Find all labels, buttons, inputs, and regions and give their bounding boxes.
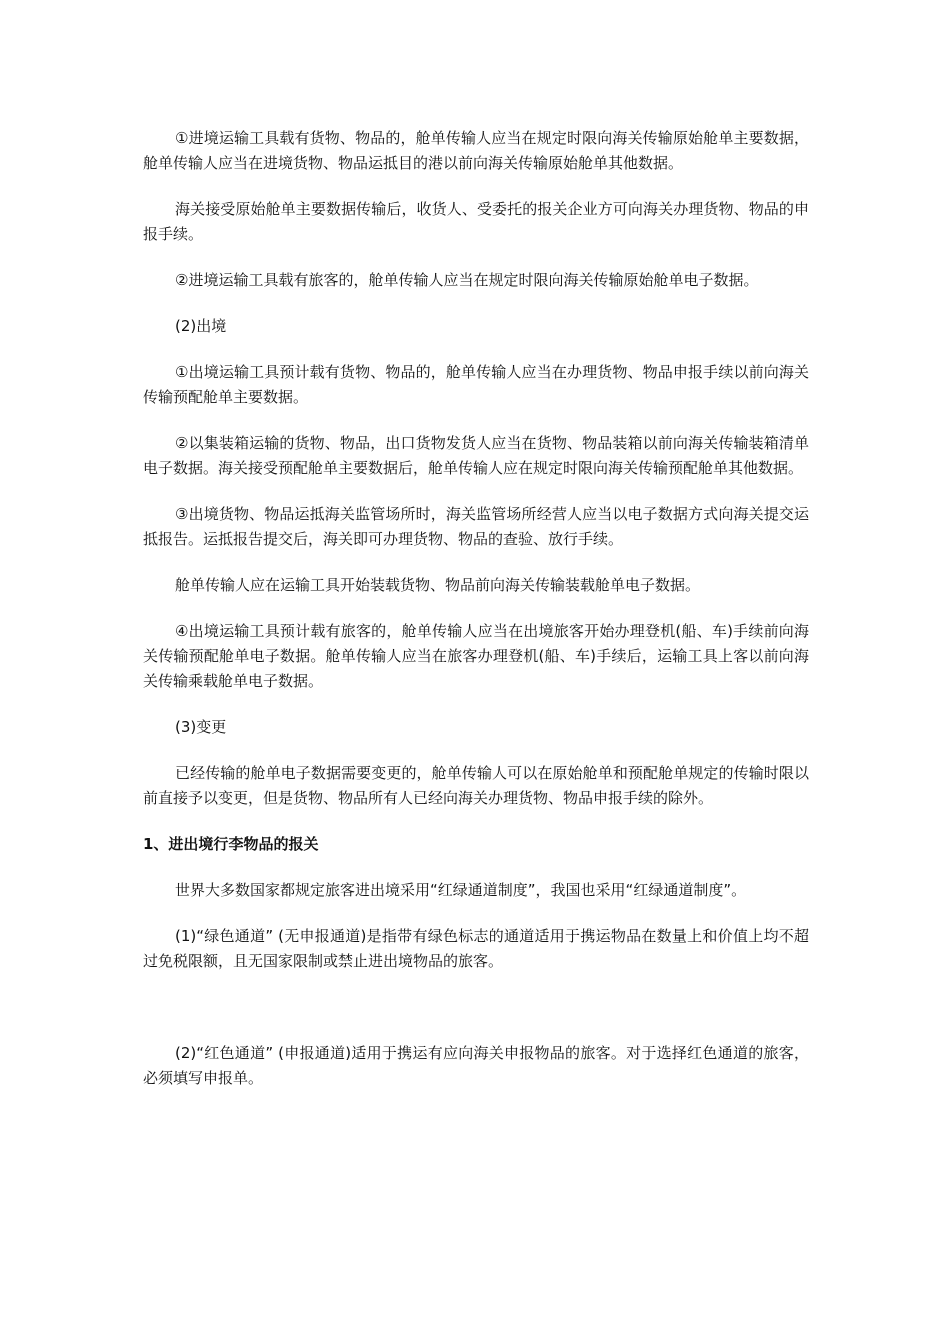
blank-spacing <box>143 995 809 1041</box>
paragraph-container-cargo: ②以集装箱运输的货物、物品，出口货物发货人应当在货物、物品装箱以前向海关传输装箱清单电子数据。海关接受预配舱单主要数据后，舱单传输人应在规定时限向海关传输预配舱单其他数据。 <box>143 434 809 477</box>
section-heading: 1、进出境行李物品的报关 <box>143 835 319 853</box>
subheading-change: (3)变更 <box>175 718 227 736</box>
paragraph-red-channel: (2)“红色通道” (申报通道)适用于携运有应向海关申报物品的旅客。对于选择红色通道的旅客，必须填写申报单。 <box>143 1044 809 1087</box>
paragraph-manifest-change: 已经传输的舱单电子数据需要变更的，舱单传输人可以在原始舱单和预配舱单规定的传输时限以前直接予以变更，但是货物、物品所有人已经向海关办理货物、物品申报手续的除外。 <box>143 764 809 807</box>
paragraph-arrival-report: ③出境货物、物品运抵海关监管场所时，海关监管场所经营人应当以电子数据方式向海关提交运抵报告。运抵报告提交后，海关即可办理货物、物品的查验、放行手续。 <box>143 505 809 548</box>
subheading-outbound: (2)出境 <box>175 317 227 335</box>
paragraph-red-green-channel: 世界大多数国家都规定旅客进出境采用“红绿通道制度”，我国也采用“红绿通道制度”。 <box>175 881 747 899</box>
paragraph-customs-acceptance: 海关接受原始舱单主要数据传输后，收货人、受委托的报关企业方可向海关办理货物、物品的申报手续。 <box>143 200 809 243</box>
paragraph-loading-manifest: 舱单传输人应在运输工具开始装载货物、物品前向海关传输装载舱单电子数据。 <box>175 576 701 594</box>
paragraph-inbound-passengers: ②进境运输工具载有旅客的，舱单传输人应当在规定时限向海关传输原始舱单电子数据。 <box>175 271 759 289</box>
paragraph-inbound-cargo: ①进境运输工具载有货物、物品的，舱单传输人应当在规定时限向海关传输原始舱单主要数据，舱单传输人应当在进境货物、物品运抵目的港以前向海关传输原始舱单其他数据。 <box>143 129 809 172</box>
paragraph-green-channel: (1)“绿色通道” (无申报通道)是指带有绿色标志的通道适用于携运物品在数量上和价值上均不超过免税限额，且无国家限制或禁止进出境物品的旅客。 <box>143 927 809 970</box>
paragraph-outbound-passengers: ④出境运输工具预计载有旅客的，舱单传输人应当在出境旅客开始办理登机(船、车)手续前向海关传输预配舱单电子数据。舱单传输人应当在旅客办理登机(船、车)手续后，运输工具上客以前向海关传输乘载舱单电子数据。 <box>143 622 809 690</box>
document-body <box>143 126 809 1112</box>
paragraph-outbound-cargo: ①出境运输工具预计载有货物、物品的，舱单传输人应当在办理货物、物品申报手续以前向海关传输预配舱单主要数据。 <box>143 363 809 406</box>
